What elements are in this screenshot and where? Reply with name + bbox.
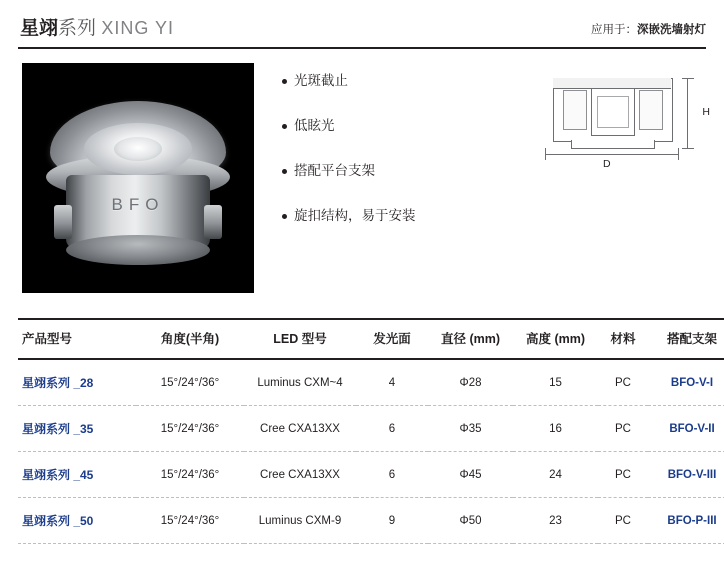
column-header-emitting: 发光面 (356, 319, 428, 359)
feature-label: 低眩光 (294, 118, 335, 133)
column-header-diameter: 直径 (mm) (428, 319, 513, 359)
diagram-width-label: D (603, 158, 611, 170)
cell-model: 星翊系列 _35 (18, 406, 136, 452)
feature-label: 搭配平台支架 (294, 163, 375, 178)
diagram-height-tick-bottom (682, 148, 694, 149)
cell-diameter: Φ45 (428, 452, 513, 498)
product-photo (22, 63, 254, 293)
application-value: 深嵌洗墙射灯 (637, 24, 706, 36)
cell-height: 15 (513, 359, 598, 406)
title-english: XING YI (101, 18, 175, 38)
cell-model: 星翊系列 _50 (18, 498, 136, 544)
list-item (282, 117, 512, 135)
cell-led: Cree CXA13XX (244, 452, 356, 498)
cell-model: 星翊系列 _45 (18, 452, 136, 498)
column-header-angle: 角度(半角) (136, 319, 244, 359)
lens-tab-left (54, 205, 72, 239)
title-series-suffix: 系列 (58, 18, 97, 39)
column-header-model: 产品型号 (18, 319, 136, 359)
column-header-led: LED 型号 (244, 319, 356, 359)
lens-tab-right (204, 205, 222, 239)
cell-diameter: Φ28 (428, 359, 513, 406)
page-title (20, 17, 174, 40)
table-row (18, 452, 724, 498)
column-header-height: 高度 (mm) (513, 319, 598, 359)
list-item (282, 207, 512, 225)
column-header-material: 材料 (598, 319, 648, 359)
cell-led: Cree CXA13XX (244, 406, 356, 452)
page-header (0, 0, 724, 50)
cell-support: BFO-V-I (648, 359, 724, 406)
cell-material: PC (598, 452, 648, 498)
feature-label: 旋扣结构，易于安装 (294, 208, 416, 223)
cell-angle: 15°/24°/36° (136, 452, 244, 498)
cell-emitting: 6 (356, 452, 428, 498)
title-series-name: 星翊 (20, 18, 59, 39)
cell-diameter: Φ50 (428, 498, 513, 544)
feature-list (282, 72, 512, 252)
diagram-height-tick-top (682, 78, 694, 79)
spec-table (18, 318, 724, 544)
bullet-icon (282, 169, 287, 174)
cell-led: Luminus CXM~4 (244, 359, 356, 406)
diagram-width-tick-left (545, 148, 546, 160)
table-header-row (18, 319, 724, 359)
lens-illustration (38, 83, 238, 273)
list-item (282, 72, 512, 90)
cell-material: PC (598, 406, 648, 452)
lens-base (66, 235, 210, 265)
cell-height: 24 (513, 452, 598, 498)
brand-text: BFO (111, 195, 165, 214)
cell-diameter: Φ35 (428, 406, 513, 452)
cell-height: 23 (513, 498, 598, 544)
bullet-icon (282, 79, 287, 84)
application-note (591, 21, 706, 37)
cell-emitting: 9 (356, 498, 428, 544)
table-row (18, 406, 724, 452)
diagram-height-line (687, 78, 688, 148)
header-divider (18, 47, 706, 49)
diagram-width-tick-right (678, 148, 679, 160)
dimension-diagram (535, 66, 710, 176)
cell-emitting: 6 (356, 406, 428, 452)
diagram-inner-left (563, 90, 587, 130)
cell-support: BFO-V-III (648, 452, 724, 498)
cell-material: PC (598, 498, 648, 544)
column-header-support: 搭配支架 (648, 319, 724, 359)
cell-support: BFO-V-II (648, 406, 724, 452)
cell-support: BFO-P-III (648, 498, 724, 544)
diagram-base (571, 140, 655, 149)
table-row (18, 359, 724, 406)
bullet-icon (282, 124, 287, 129)
cell-angle: 15°/24°/36° (136, 406, 244, 452)
list-item (282, 162, 512, 180)
lens-core (114, 137, 162, 161)
cell-height: 16 (513, 406, 598, 452)
diagram-inner-middle-core (597, 96, 629, 128)
diagram-width-line (545, 154, 679, 155)
cell-angle: 15°/24°/36° (136, 498, 244, 544)
spec-table-container (18, 318, 717, 544)
cell-model: 星翊系列 _28 (18, 359, 136, 406)
diagram-inner-right (639, 90, 663, 130)
cell-material: PC (598, 359, 648, 406)
feature-label: 光斑截止 (294, 73, 348, 88)
cell-angle: 15°/24°/36° (136, 359, 244, 406)
bullet-icon (282, 214, 287, 219)
table-row (18, 498, 724, 544)
cell-emitting: 4 (356, 359, 428, 406)
application-label: 应用于： (591, 24, 637, 36)
cell-led: Luminus CXM-9 (244, 498, 356, 544)
diagram-height-label: H (702, 106, 710, 118)
